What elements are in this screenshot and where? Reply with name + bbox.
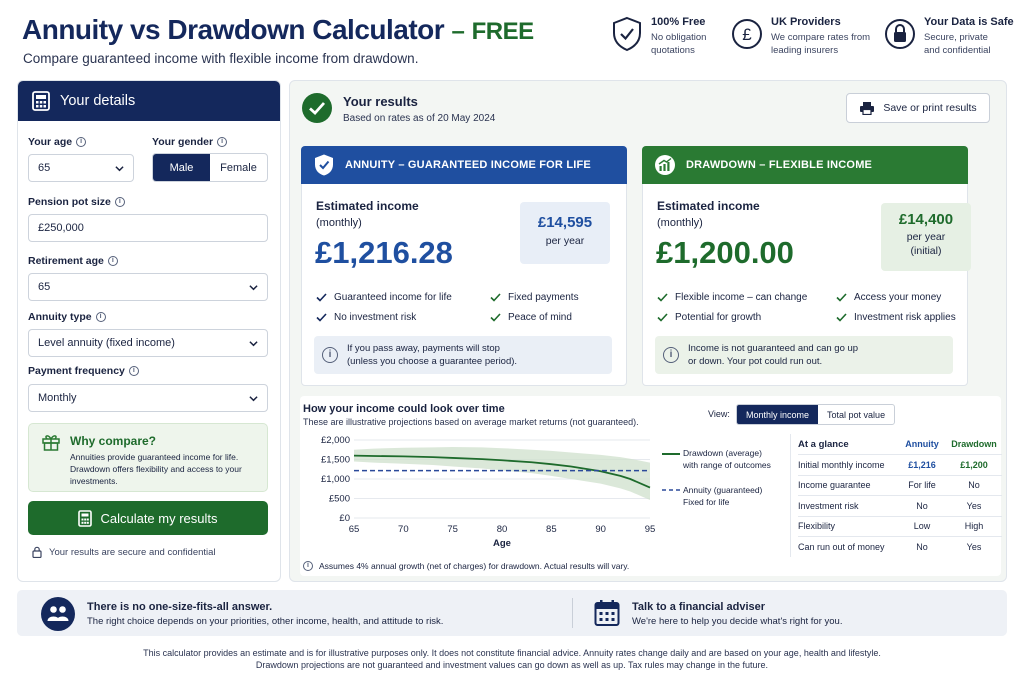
annuity-card-header bbox=[301, 146, 627, 184]
glance-row-label: Investment risk bbox=[798, 496, 898, 517]
annuity-per-year-label: per year bbox=[545, 235, 585, 247]
drawdown-feature bbox=[836, 312, 956, 323]
details-heading: Your details bbox=[60, 93, 136, 109]
drawdown-per-year bbox=[881, 203, 971, 271]
details-panel bbox=[17, 80, 281, 582]
y-tick-label: £500 bbox=[328, 493, 350, 505]
annuity-type-label-text: Annuity type bbox=[28, 311, 92, 323]
secure-note-text: Your results are secure and confidential bbox=[49, 546, 216, 558]
glance-col-drawdown: Drawdown bbox=[946, 434, 1002, 455]
pot-label bbox=[28, 196, 125, 208]
gift-icon bbox=[41, 433, 61, 451]
annuity-feature-text: Guaranteed income for life bbox=[334, 292, 452, 303]
badge-title: 100% Free bbox=[651, 16, 706, 28]
glance-drawdown-cell: High bbox=[946, 516, 1002, 537]
frequency-select[interactable] bbox=[28, 384, 268, 412]
annuity-est-label: Estimated income bbox=[316, 199, 419, 213]
info-icon[interactable]: i bbox=[115, 197, 125, 207]
drawdown-feature-text: Flexible income – can change bbox=[675, 292, 808, 303]
badge-line: and confidential bbox=[924, 45, 991, 56]
retirement-select[interactable] bbox=[28, 273, 268, 301]
shield-check-icon bbox=[313, 153, 335, 177]
glance-annuity-cell: Low bbox=[898, 516, 946, 537]
view-toggle bbox=[736, 404, 895, 425]
glance-col-annuity: Annuity bbox=[898, 434, 946, 455]
y-tick-label: £0 bbox=[339, 513, 350, 524]
glance-annuity-cell: £1,216 bbox=[898, 455, 946, 476]
calculate-button[interactable] bbox=[28, 501, 268, 535]
drawdown-card bbox=[642, 146, 968, 386]
why-text bbox=[70, 451, 265, 487]
drawdown-per-year-value: £14,400 bbox=[898, 211, 954, 228]
drawdown-period: (monthly) bbox=[657, 217, 703, 229]
glance-row-label: Can run out of money bbox=[798, 542, 885, 552]
annuity-type-select[interactable] bbox=[28, 329, 268, 357]
check-icon bbox=[316, 293, 327, 302]
chart-footnote bbox=[303, 561, 629, 571]
legend-annuity-swatch bbox=[662, 488, 680, 492]
drawdown-note-line: or down. Your pot could run out. bbox=[688, 356, 823, 367]
legend-annuity-label: Annuity (guaranteed) bbox=[683, 485, 763, 495]
annuity-note-line: (unless you choose a guarantee period). bbox=[347, 356, 518, 367]
x-tick-label: 85 bbox=[546, 524, 557, 535]
annuity-heading: ANNUITY – GUARANTEED INCOME FOR LIFE bbox=[345, 159, 591, 171]
chevron-down-icon bbox=[249, 283, 258, 292]
drawdown-note-line: Income is not guaranteed and can go up bbox=[688, 343, 859, 354]
annuity-per-year bbox=[520, 202, 610, 264]
why-title: Why compare? bbox=[70, 434, 157, 448]
info-icon: i bbox=[322, 347, 338, 363]
annuity-feature-text: Fixed payments bbox=[508, 292, 579, 303]
annuity-card bbox=[301, 146, 627, 386]
badge-title: Your Data is Safe bbox=[924, 16, 1014, 28]
annuity-feature bbox=[490, 312, 572, 323]
chevron-down-icon bbox=[115, 164, 124, 173]
legend-drawdown-swatch bbox=[662, 452, 680, 456]
table-row bbox=[798, 516, 1002, 537]
gender-label-text: Your gender bbox=[152, 136, 214, 148]
drawdown-feature bbox=[657, 312, 761, 323]
title-dash: – bbox=[451, 18, 465, 45]
disclaimer bbox=[0, 647, 1024, 671]
drawdown-feature bbox=[836, 292, 941, 303]
pound-circle-icon bbox=[731, 16, 763, 52]
glance-drawdown-cell: Yes bbox=[946, 496, 1002, 517]
gender-toggle bbox=[152, 153, 268, 182]
growth-chart-icon bbox=[654, 154, 676, 176]
chart-panel bbox=[300, 396, 1001, 576]
badge-providers bbox=[731, 16, 870, 57]
check-icon bbox=[490, 313, 501, 322]
drawdown-card-header bbox=[642, 146, 968, 184]
drawdown-feature bbox=[657, 292, 807, 303]
glance-drawdown-cell: Yes bbox=[966, 542, 982, 552]
glance-row-label: Income guarantee bbox=[798, 475, 898, 496]
people-icon bbox=[40, 596, 76, 632]
table-row bbox=[798, 455, 1002, 476]
age-value: 65 bbox=[38, 162, 51, 174]
legend-drawdown-sub: with range of outcomes bbox=[683, 460, 771, 470]
annuity-feature bbox=[490, 292, 579, 303]
page-subtitle: Compare guaranteed income with flexible income from drawdown. bbox=[23, 51, 419, 66]
glance-table bbox=[798, 434, 1002, 557]
info-icon[interactable]: i bbox=[217, 137, 227, 147]
x-tick-label: 80 bbox=[496, 524, 508, 535]
why-line: investments. bbox=[70, 476, 118, 486]
info-icon: i bbox=[663, 347, 679, 363]
bottom-right-title[interactable]: Talk to a financial adviser bbox=[632, 601, 766, 613]
age-label bbox=[28, 136, 86, 148]
annuity-note-line: If you pass away, payments will stop bbox=[347, 343, 500, 354]
drawdown-feature-text: Potential for growth bbox=[675, 312, 762, 323]
drawdown-est-label: Estimated income bbox=[657, 199, 760, 213]
age-select[interactable] bbox=[28, 154, 134, 182]
why-line: Drawdown offers flexibility and access to your bbox=[70, 464, 242, 474]
annuity-note bbox=[314, 336, 612, 374]
calculate-label: Calculate my results bbox=[100, 510, 218, 526]
legend-annuity-sub: Fixed for life bbox=[683, 497, 730, 507]
glance-row-label: Flexibility bbox=[798, 516, 898, 537]
title-free: FREE bbox=[471, 18, 534, 45]
calendar-icon[interactable] bbox=[594, 599, 620, 627]
secure-note bbox=[32, 546, 216, 558]
badge-title: UK Providers bbox=[771, 16, 841, 28]
annuity-type-label bbox=[28, 311, 106, 323]
x-tick-label: 65 bbox=[348, 524, 360, 535]
glance-drawdown-cell: £1,200 bbox=[946, 455, 1002, 476]
info-icon[interactable]: i bbox=[129, 366, 139, 376]
annuity-amount: £1,216.28 bbox=[315, 235, 453, 270]
drawdown-per-year-sub: (initial) bbox=[910, 245, 942, 257]
info-icon[interactable]: i bbox=[96, 312, 106, 322]
badge-free bbox=[611, 16, 706, 57]
badge-line: Secure, private bbox=[924, 32, 988, 43]
age-label-text: Your age bbox=[28, 136, 73, 148]
annuity-feature bbox=[316, 292, 452, 303]
annuity-period: (monthly) bbox=[316, 217, 362, 229]
divider bbox=[572, 598, 573, 628]
rates-date: Based on rates as of 20 May 2024 bbox=[343, 113, 496, 124]
table-row bbox=[798, 537, 1002, 558]
frequency-value: Monthly bbox=[38, 392, 77, 404]
pot-input[interactable] bbox=[28, 214, 268, 242]
info-icon[interactable]: i bbox=[108, 256, 118, 266]
annuity-per-year-value: £14,595 bbox=[537, 214, 593, 231]
why-line: Annuities provide guaranteed income for life. bbox=[70, 452, 239, 462]
badge-line: quotations bbox=[651, 45, 695, 56]
glance-annuity-cell: No bbox=[916, 542, 928, 552]
calculator-icon bbox=[78, 510, 92, 527]
glance-row-label: Initial monthly income bbox=[798, 455, 898, 476]
annuity-feature-text: Peace of mind bbox=[508, 312, 572, 323]
table-row bbox=[798, 475, 1002, 496]
legend-drawdown bbox=[683, 447, 771, 471]
gender-male-option[interactable]: Male bbox=[153, 154, 210, 181]
check-icon bbox=[657, 313, 668, 322]
save-print-label: Save or print results bbox=[883, 102, 977, 114]
x-tick-label: 90 bbox=[595, 524, 606, 535]
bottom-right-text: We're here to help you decide what's right for you. bbox=[632, 616, 843, 627]
padlock-icon bbox=[32, 546, 42, 558]
bottom-left-title: There is no one-size-fits-all answer. bbox=[87, 601, 273, 613]
details-header bbox=[18, 81, 280, 121]
badge-line: leading insurers bbox=[771, 45, 839, 56]
check-icon bbox=[836, 313, 847, 322]
results-panel bbox=[289, 80, 1007, 582]
drawdown-note bbox=[655, 336, 953, 374]
glance-annuity-cell: For life bbox=[898, 475, 946, 496]
glance-heading: At a glance bbox=[798, 434, 898, 455]
info-icon[interactable]: i bbox=[76, 137, 86, 147]
why-compare-box bbox=[28, 423, 268, 492]
chart-subtitle: These are illustrative projections based on average market returns (not guaranteed). bbox=[303, 417, 639, 427]
chevron-down-icon bbox=[249, 339, 258, 348]
drawdown-amount: £1,200.00 bbox=[656, 235, 794, 270]
badge-line: We compare rates from bbox=[771, 32, 871, 43]
svg-text:£: £ bbox=[742, 25, 752, 44]
page-title bbox=[22, 14, 534, 46]
frequency-label bbox=[28, 365, 139, 377]
drawdown-feature-text: Investment risk applies bbox=[854, 312, 956, 323]
glance-drawdown-cell: No bbox=[946, 475, 1002, 496]
view-label: View: bbox=[708, 409, 730, 419]
drawdown-feature-text: Access your money bbox=[854, 292, 942, 303]
check-icon bbox=[836, 293, 847, 302]
save-print-button[interactable] bbox=[846, 93, 990, 123]
frequency-label-text: Payment frequency bbox=[28, 365, 125, 377]
view-monthly-income[interactable]: Monthly income bbox=[737, 405, 818, 424]
check-icon bbox=[490, 293, 501, 302]
badge-line: No obligation bbox=[651, 32, 707, 43]
x-tick-label: 75 bbox=[447, 524, 458, 535]
view-total-pot[interactable]: Total pot value bbox=[827, 409, 886, 420]
disclaimer-line: This calculator provides an estimate and is for illustrative purposes only. It does not constitute financial advice. Annuity rates change daily and are based on your age, health and lifestyle. bbox=[143, 648, 881, 658]
drawdown-heading: DRAWDOWN – FLEXIBLE INCOME bbox=[686, 159, 873, 171]
badge-safe bbox=[884, 16, 1014, 57]
retirement-value: 65 bbox=[38, 281, 51, 293]
retirement-label bbox=[28, 255, 118, 267]
retirement-label-text: Retirement age bbox=[28, 255, 104, 267]
chart-title: How your income could look over time bbox=[303, 403, 505, 415]
range-band bbox=[354, 447, 650, 500]
check-icon bbox=[316, 313, 327, 322]
y-tick-label: £2,000 bbox=[320, 435, 350, 446]
annuity-feature-text: No investment risk bbox=[334, 312, 417, 323]
bottom-banner bbox=[17, 590, 1007, 636]
y-tick-label: £1,000 bbox=[320, 474, 350, 485]
bottom-left-text: The right choice depends on your priorities, other income, health, and attitude to risk. bbox=[87, 616, 444, 627]
legend-annuity bbox=[683, 484, 762, 508]
table-row bbox=[798, 496, 1002, 517]
check-icon bbox=[657, 293, 668, 302]
check-circle-icon bbox=[301, 92, 333, 124]
annuity-feature bbox=[316, 312, 416, 323]
results-heading: Your results bbox=[343, 94, 418, 109]
pot-value: £250,000 bbox=[38, 222, 84, 234]
x-tick-label: 95 bbox=[644, 524, 656, 535]
chevron-down-icon bbox=[249, 394, 258, 403]
lock-icon bbox=[884, 16, 916, 52]
y-tick-label: £1,500 bbox=[320, 454, 350, 466]
disclaimer-line: Drawdown projections are not guaranteed and investment values can go down as well as up. Tax rules may change in the future. bbox=[255, 660, 769, 670]
legend-drawdown-label: Drawdown (average) bbox=[683, 448, 762, 458]
gender-label bbox=[152, 136, 227, 148]
chart-footnote-text: Assumes 4% annual growth (net of charges) for drawdown. Actual results will vary. bbox=[319, 561, 630, 571]
shield-check-icon bbox=[611, 16, 643, 52]
x-tick-label: 70 bbox=[398, 524, 409, 535]
printer-icon bbox=[859, 101, 875, 115]
glance-annuity-cell: No bbox=[898, 496, 946, 517]
info-icon: i bbox=[303, 561, 313, 571]
drawdown-per-year-label: per year bbox=[906, 231, 946, 243]
x-axis-label: Age bbox=[493, 538, 511, 549]
calculator-icon bbox=[32, 91, 50, 111]
pot-label-text: Pension pot size bbox=[28, 196, 111, 208]
income-chart bbox=[300, 434, 660, 556]
title-main: Annuity vs Drawdown Calculator bbox=[22, 14, 445, 45]
gender-female-option[interactable]: Female bbox=[220, 161, 257, 174]
glance-table-wrap bbox=[790, 434, 1001, 557]
annuity-type-value: Level annuity (fixed income) bbox=[38, 337, 175, 349]
